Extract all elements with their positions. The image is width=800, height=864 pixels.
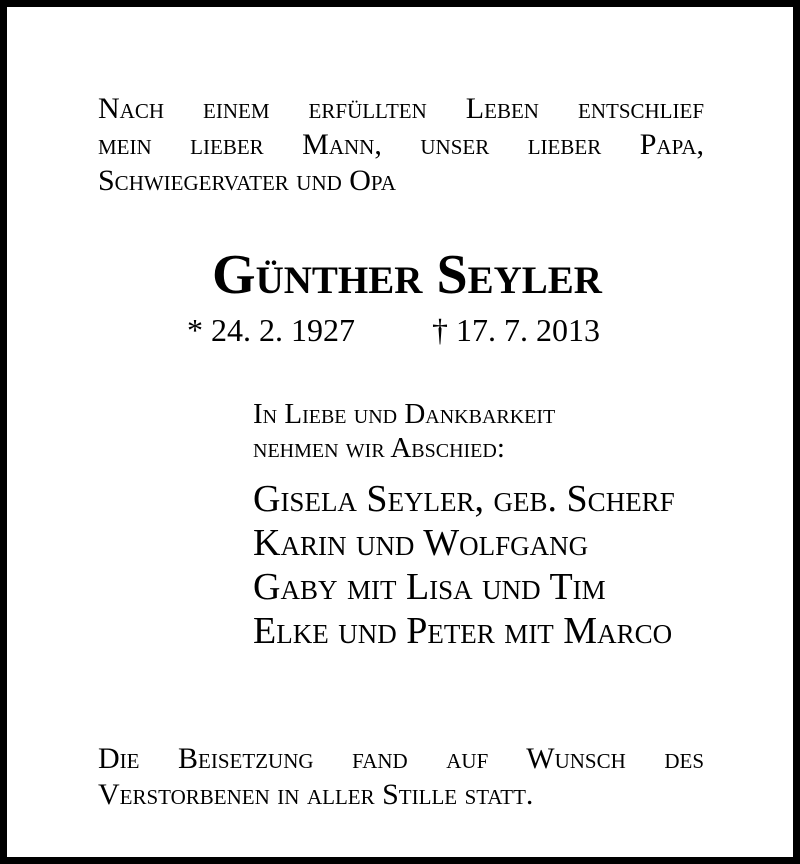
mourner-name: Gaby mit Lisa und Tim (253, 566, 606, 608)
closing-line: Verstorbenen in aller Stille statt. (98, 778, 534, 811)
death-date: † 17. 7. 2013 (432, 312, 600, 348)
deceased-name: Günther Seyler (212, 244, 602, 306)
intro-line: mein lieber Mann, unser lieber Papa, (98, 128, 704, 161)
farewell-line: In Liebe und Dankbarkeit (253, 398, 556, 430)
mourner-name: Elke und Peter mit Marco (253, 610, 673, 652)
mourner-name: Gisela Seyler, geb. Scherf (253, 478, 675, 520)
intro-line: Nach einem erfüllten Leben entschlief (98, 92, 704, 125)
birth-date: * 24. 2. 1927 (187, 312, 355, 348)
closing-line: Die Beisetzung fand auf Wunsch des (98, 742, 704, 775)
mourner-name: Karin und Wolfgang (253, 522, 589, 564)
intro-line: Schwiegervater und Opa (98, 164, 396, 197)
farewell-line: nehmen wir Abschied: (253, 432, 505, 464)
